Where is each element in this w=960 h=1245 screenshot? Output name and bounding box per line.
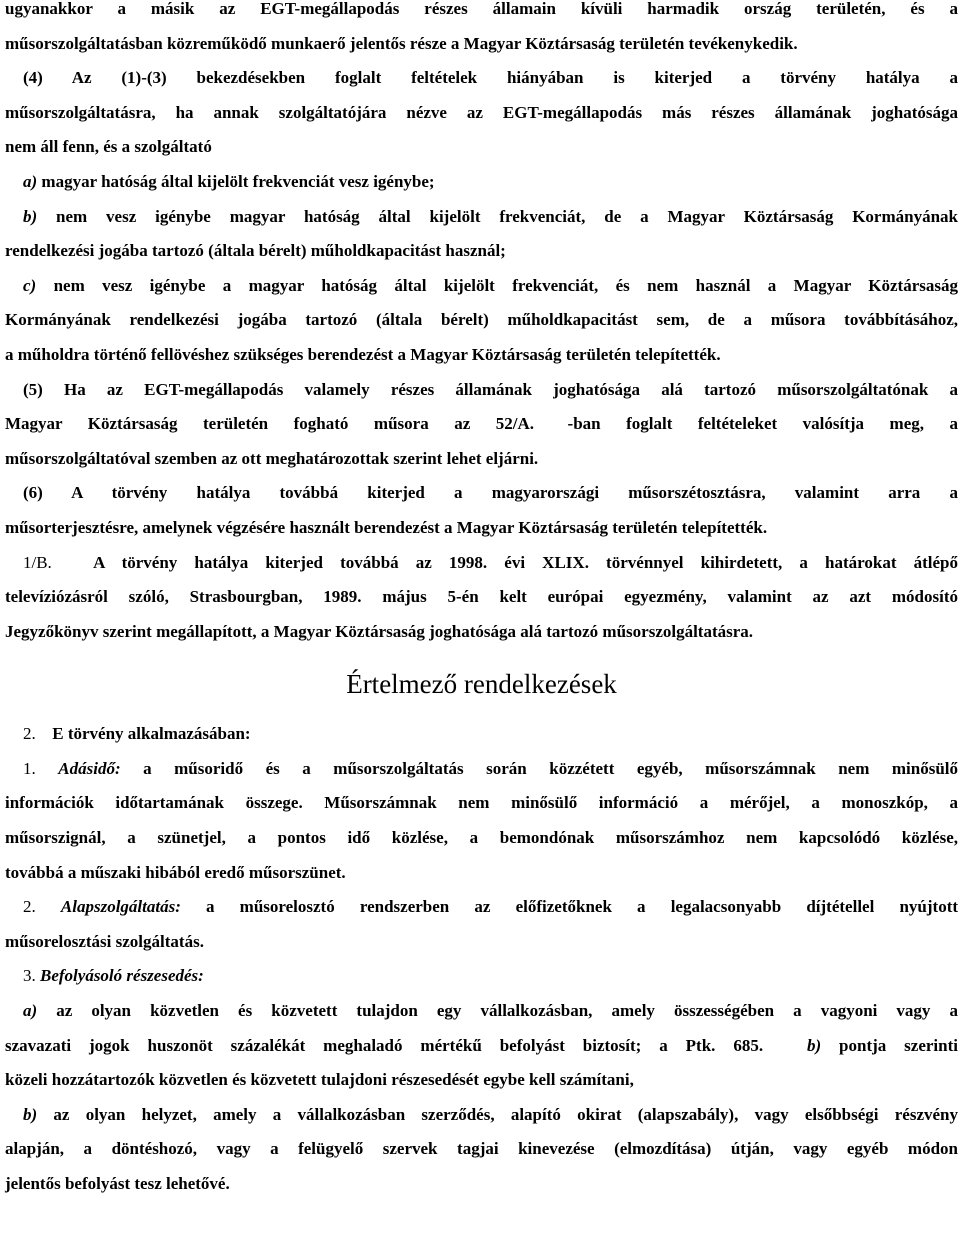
text-segment: pontja szerinti <box>821 1035 958 1055</box>
defined-term: Befolyásoló részesedés: <box>40 966 204 986</box>
text-line: nem áll fenn, és a szolgáltató <box>5 137 212 157</box>
definition-3 <box>5 967 958 1002</box>
text-line: műsorterjesztésre, amelynek végzésére használt berendezést a Magyar Köztársaság területén telepítették. <box>5 517 768 537</box>
text-line: műsorszolgáltatóval szemben az ott meghatározottak szerint lehet eljárni. <box>5 448 539 468</box>
item-label: a) <box>23 1001 38 1021</box>
text-segment: Magyar Köztársaság területén fogható műsora az 52/A. <box>5 414 535 434</box>
text-line: ugyanakkor a másik az EGT-megállapodás részes államain kívüli harmadik ország területén, és a <box>5 0 958 18</box>
text-segment: -ban foglalt feltételeket valósítja meg, a <box>567 414 959 434</box>
list-item-c <box>5 277 958 312</box>
item-label: b) <box>806 1035 822 1055</box>
text-line: jelentős befolyást tesz lehetővé. <box>5 1174 230 1193</box>
item-text: a műsoridő és a műsorszolgáltatás során közzétett egyéb, műsorszámnak nem minősülő <box>120 758 958 778</box>
section-number: 1/B. <box>23 552 52 572</box>
item-text: az olyan közvetlen és közvetett tulajdon egy vállalkozásban, amely összességében a vagyoni vagy a <box>37 1001 958 1021</box>
item-label: b) <box>23 1104 38 1124</box>
item-label: b) <box>23 206 38 226</box>
text-line: Jegyzőkönyv szerint megállapított, a Magyar Köztársaság joghatósága alá tartozó műsorszolgáltatásra. <box>5 621 754 641</box>
text-line: műsorszignál, a szünetjel, a pontos idő közlése, a bemondónak műsorszámhoz nem kapcsolódó közlése, <box>5 828 958 848</box>
text-line: műsorszolgáltatásra, ha annak szolgáltatójára nézve az EGT-megállapodás más részes államának joghatósága <box>5 102 958 122</box>
text-line: rendelkezési jogába tartozó (általa bérelt) műholdkapacitást használ; <box>5 241 506 261</box>
document-page <box>5 0 958 1210</box>
item-number: 3. <box>23 966 36 986</box>
text-line: televíziózásról szóló, Strasbourgban, 1989. május 5-én kelt európai egyezmény, valamint az azt módosító <box>5 587 958 607</box>
text-line: információk időtartamának összege. Műsorszámnak nem minősülő információ a mérőjel, a monoszkóp, a <box>5 793 958 813</box>
item-label: a) <box>23 171 38 191</box>
item-label: c) <box>23 275 37 295</box>
text-line: közeli hozzátartozók közvetlen és közvetett tulajdoni részesedését egybe kell számítani, <box>5 1070 634 1090</box>
text-line: műsorelosztási szolgáltatás. <box>5 931 204 951</box>
text-line <box>5 1037 958 1072</box>
text-segment: A törvény hatálya kiterjed továbbá az 1998. évi XLIX. törvénnyel kihirdetett, a határokat átlépő <box>93 552 958 572</box>
text-line: a műholdra történő fellövéshez szükséges berendezést a Magyar Köztársaság területén telepítették. <box>5 344 721 364</box>
definition-1 <box>5 760 958 795</box>
paragraph-6-start: (6) A törvény hatálya továbbá kiterjed a magyarországi műsorszétosztásra, valamint arra a <box>23 483 958 503</box>
item-text: nem vesz igénybe magyar hatóság által kijelölt frekvenciát, de a Magyar Köztársaság Kormányának <box>37 206 958 226</box>
paragraph-4-start: (4) Az (1)-(3) bekezdésekben foglalt feltételek hiányában is kiterjed a törvény hatálya a <box>23 68 958 88</box>
text-line: továbbá a műszaki hibából eredő műsorszünet. <box>5 862 346 882</box>
list-item-a <box>5 173 958 208</box>
definition-2 <box>5 898 958 933</box>
item-text: a műsorelosztó rendszerben az előfizetőknek a legalacsonyabb díjtétellel nyújtott <box>180 897 959 917</box>
item-text: magyar hatóság által kijelölt frekvenciát vesz igénybe; <box>37 171 435 191</box>
list-item-b <box>5 1106 958 1141</box>
paragraph-5-start: (5) Ha az EGT-megállapodás valamely részes államának joghatósága alá tartozó műsorszolgáltatónak a <box>23 379 958 399</box>
section-number: 2. <box>23 724 36 744</box>
text-segment: szavazati jogok huszonöt százalékát meghaladó mértékű befolyást biztosít; a Ptk. 685. <box>5 1035 764 1055</box>
list-item-b <box>5 208 958 243</box>
item-text: az olyan helyzet, amely a vállalkozásban szerződés, alapító okirat (alapszabály), vagy elsőbbségi részvény <box>37 1104 958 1124</box>
item-number: 2. <box>23 897 36 917</box>
text-line: Kormányának rendelkezési jogába tartozó (általa bérelt) műholdkapacitást sem, de a műsora továbbításához, <box>5 310 958 330</box>
item-number: 1. <box>23 758 36 778</box>
text-line: alapján, a döntéshozó, vagy a felügyelő szervek tagjai kinevezése (elmozdítása) útján, vagy egyéb módon <box>5 1139 958 1159</box>
text-segment: E törvény alkalmazásában: <box>52 724 251 744</box>
text-line <box>5 415 958 450</box>
item-text: nem vesz igénybe a magyar hatóság által kijelölt frekvenciát, és nem használ a Magyar Köztársaság <box>36 275 958 295</box>
defined-term: Adásidő: <box>58 758 121 778</box>
defined-term: Alapszolgáltatás: <box>60 897 181 917</box>
section-2 <box>5 725 958 760</box>
section-1b <box>5 554 958 589</box>
text-line: műsorszolgáltatásban közreműködő munkaerő jelentős része a Magyar Köztársaság területén tevékenykedik. <box>5 33 798 53</box>
list-item-a <box>5 1002 958 1037</box>
section-heading: Értelmező rendelkezések <box>346 669 617 700</box>
